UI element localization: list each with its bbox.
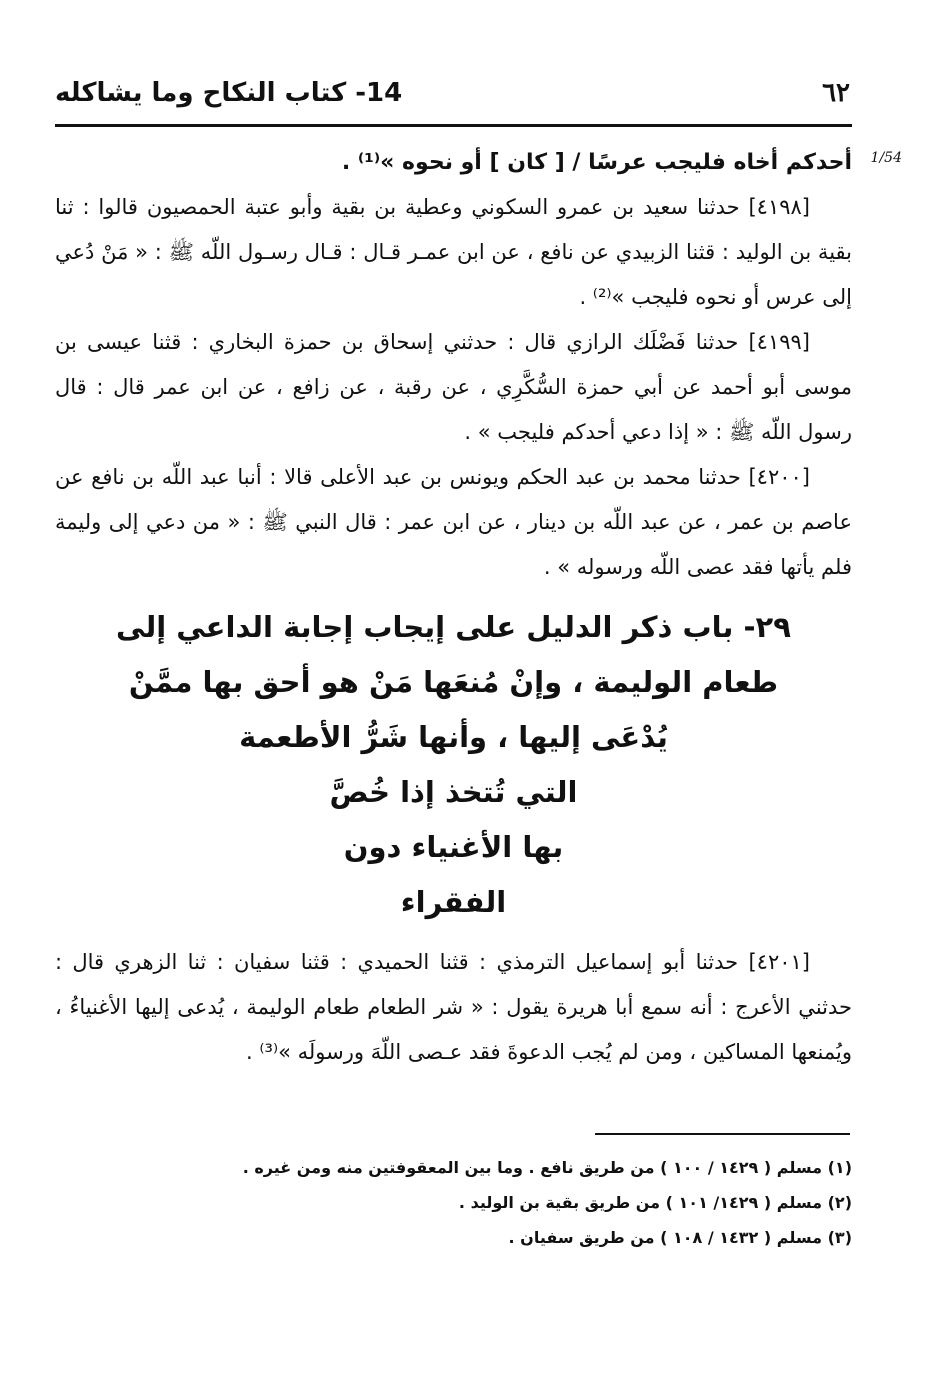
header-rule	[55, 124, 852, 127]
footnote-rule	[595, 1133, 850, 1135]
hadith-4201: [٤٢٠١] حدثنا أبو إسماعيل الترمذي : قثنا الحميدي : قثنا سفيان : ثنا الزهري قال : حدثني الأعرج : أنه سمع أبا هريرة يقول : « شر الطعام طعام الوليمة ، يُدعى إليها الأغنياءُ ، ويُمنعها المساكين ، ومن لم يُجب الدعوةَ فقد عـصى اللّهَ ورسولَه »⁽³⁾ .	[55, 950, 852, 1064]
chapter-heading	[55, 600, 852, 930]
hadith-4198: [٤١٩٨] حدثنا سعيد بن عمرو السكوني وعطية بن بقية وأبو عتبة الحمصيون قالوا : ثنا بقية بن الوليد : قثنا الزبيدي عن نافع ، عن ابن عمـر قـال : قـال رسـول اللّه ﷺ : « مَنْ دُعي إلى عرس أو نحوه فليجب »⁽²⁾ .	[55, 195, 852, 309]
running-title: 14- كتاب النكاح وما يشاكله	[55, 78, 403, 108]
continuation-line: أحدكم أخاه فليجب عرسًا / [ كان ] أو نحوه »⁽¹⁾ .	[341, 150, 852, 175]
page-number: ٦٢	[822, 78, 850, 108]
hadith-4199: [٤١٩٩] حدثنا فَضْلَك الرازي قال : حدثني إسحاق بن حمزة البخاري : قثنا عيسى بن موسى أبو أحمد عن أبي حمزة السُّكَّرِي ، عن رقبة ، عن زافع ، عن ابن عمر قال : قال رسول اللّه ﷺ : « إذا دعي أحدكم فليجب » .	[55, 330, 852, 444]
hadith-4200: [٤٢٠٠] حدثنا محمد بن عبد الحكم ويونس بن عبد الأعلى قالا : أنبا عبد اللّه بن نافع عن عاصم بن عمر ، عن عبد اللّه بن دينار ، عن ابن عمر : قال النبي ﷺ : « من دعي إلى وليمة فلم يأتها فقد عصى اللّه ورسوله » .	[55, 465, 852, 579]
main-text	[55, 140, 852, 1075]
chapter-heading-line: التي تُتخذ إذا خُصَّ	[329, 775, 578, 809]
footnotes	[55, 1150, 852, 1255]
page-header	[55, 72, 850, 120]
footnote: (١) مسلم ( ١٤٢٩ / ١٠٠ ) من طريق نافع . وما بين المعقوفتين منه ومن غيره .	[242, 1158, 852, 1177]
chapter-heading-line: بها الأغنياء دون	[343, 830, 564, 864]
chapter-heading-line: طعام الوليمة ، وإنْ مُنعَها مَنْ هو أحق بها ممَّنْ	[128, 665, 779, 699]
chapter-heading-line: ٢٩- باب ذكر الدليل على إيجاب إجابة الداعي إلى	[116, 610, 791, 644]
footnote: (٣) مسلم ( ١٤٣٢ / ١٠٨ ) من طريق سفيان .	[508, 1228, 852, 1247]
chapter-heading-line: يُدْعَى إليها ، وأنها شَرُّ الأطعمة	[239, 720, 668, 754]
chapter-heading-line: الفقراء	[400, 885, 507, 919]
margin-reference: 1/54	[870, 150, 902, 166]
footnote: (٢) مسلم ( ١٤٢٩/ ١٠١ ) من طريق بقية بن الوليد .	[458, 1193, 852, 1212]
